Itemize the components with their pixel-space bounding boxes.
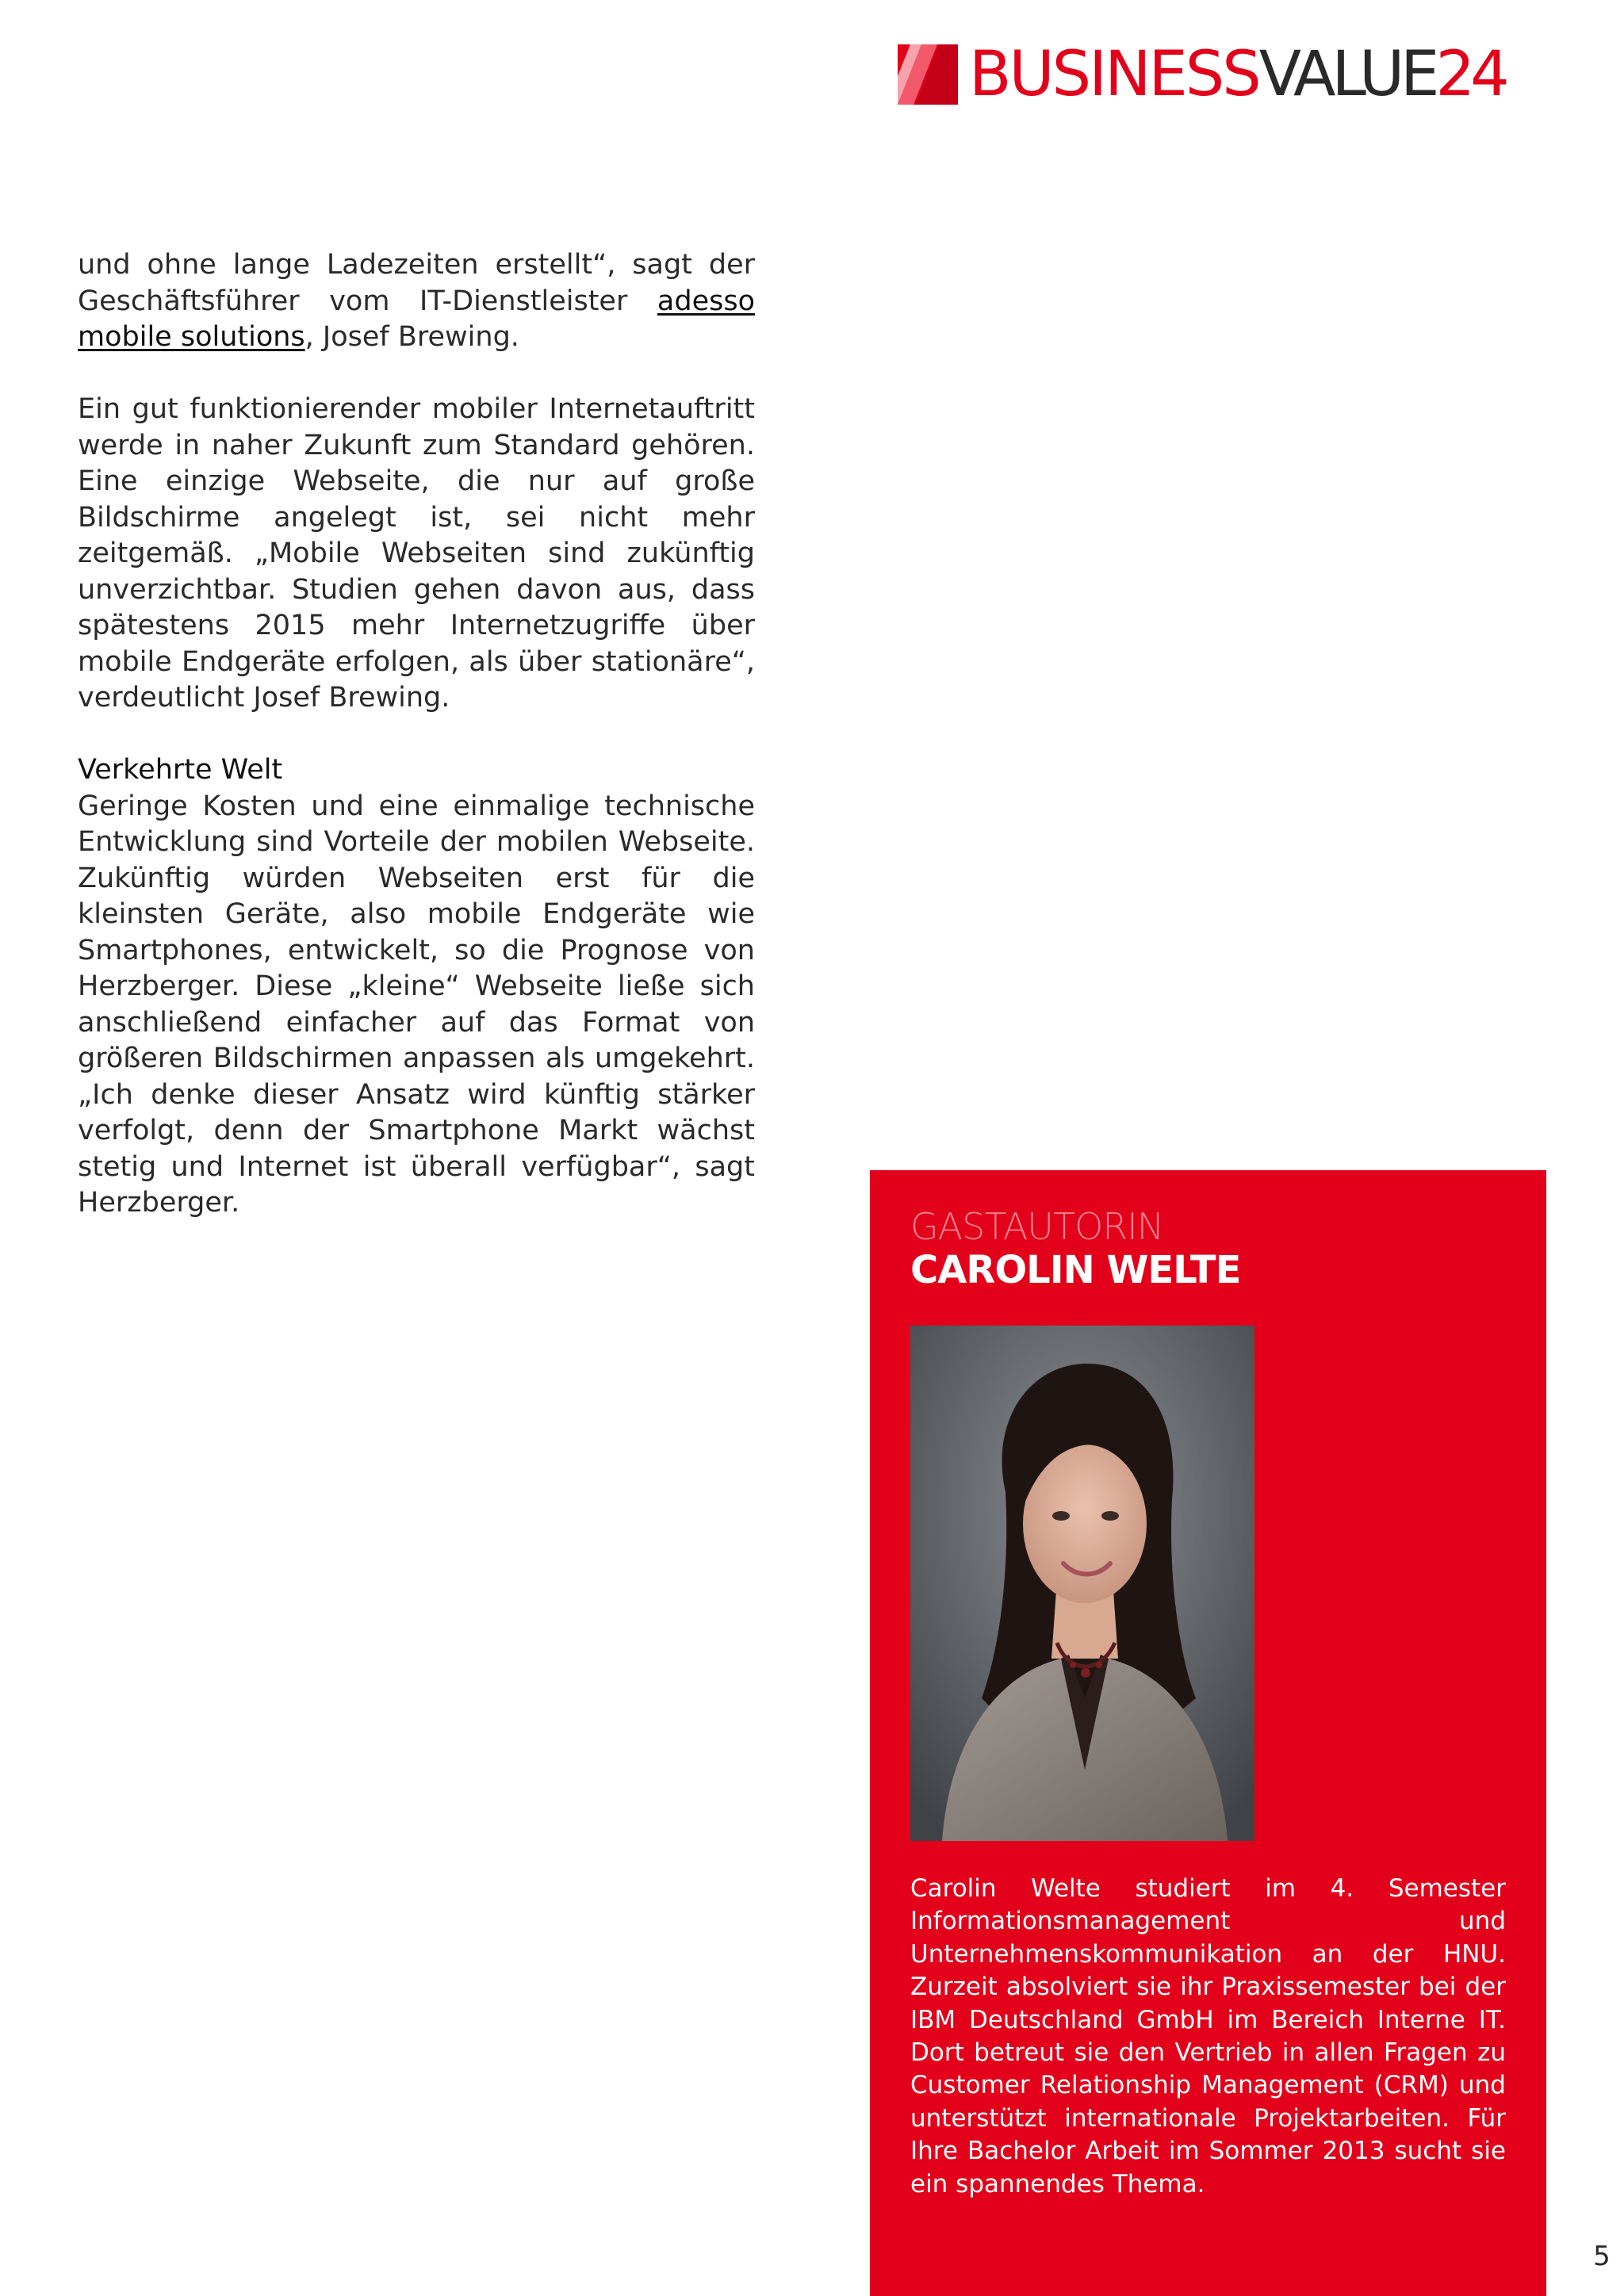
article-paragraph-3: Geringe Kosten und eine einmalige technische Entwicklung sind Vorteile der mobilen Webseite. Zukünftig würden Webseiten erst für die kleinsten Geräte, also mobile Endgeräte wie Smartphones, entwickelt, so die Prognose von Herzberger. Diese „kleine“ Webseite ließe sich anschließend einfacher auf das Format von größeren Bildschirmen anpassen als umgekehrt. „Ich denke dieser Ansatz wird künftig stärker verfolgt, denn der Smartphone Markt wächst stetig und Internet ist überall verfügbar“, sagt Herzberger. xyxy=(78,790,755,1219)
guest-author-box xyxy=(870,1170,1546,2296)
logo-word-business: BUSINESS xyxy=(969,39,1259,110)
adesso-mobile-solutions-link[interactable]: adesso mobile solutions xyxy=(78,285,755,353)
page-number: 5 xyxy=(1593,2241,1611,2272)
logo-wordmark xyxy=(969,39,1505,110)
logo-number: 24 xyxy=(1435,39,1505,110)
author-name: CAROLIN WELTE xyxy=(910,1248,1241,1292)
paragraph-1-text-start: und ohne lange Ladezeiten erstellt“, sagt der Geschäftsführer vom IT-Dienstleister xyxy=(78,249,755,317)
author-bio: Carolin Welte studiert im 4. Semester Informationsmanagement und Unternehmenskommunikation an der HNU. Zurzeit absolviert sie ihr Praxissemester bei der IBM Deutschland GmbH im Bereich Interne IT. Dort betreut sie den Vertrieb in allen Fragen zu Customer Relationship Management (CRM) und unterstützt internationale Projektarbeiten. Für Ihre Bachelor Arbeit im Sommer 2013 sucht sie ein spannendes Thema. xyxy=(910,1874,1506,2198)
author-portrait-photo xyxy=(910,1326,1254,1841)
brand-logo[interactable] xyxy=(898,39,1595,110)
article-paragraph-2: Ein gut funktionierender mobiler Internetauftritt werde in naher Zukunft zum Standard gehören. Eine einzige Webseite, die nur auf große Bildschirme angelegt ist, sei nicht mehr zeitgemäß. „Mobile Webseiten sind zukünftig unverzichtbar. Studien gehen davon aus, dass spätestens 2015 mehr Internetzugriffe über mobile Endgeräte erfolgen, als über stationäre“, verdeutlicht Josef Brewing. xyxy=(78,393,755,714)
article-column xyxy=(78,247,755,1222)
section-heading: Verkehrte Welt xyxy=(78,754,283,786)
author-kicker: GASTAUTORIN xyxy=(910,1205,1164,1248)
logo-mark-icon xyxy=(898,44,958,105)
paragraph-1-text-end: , Josef Brewing. xyxy=(304,321,519,353)
author-portrait-icon xyxy=(910,1326,1254,1841)
article-paragraph-1 xyxy=(78,247,755,356)
logo-word-value: VALUE xyxy=(1258,39,1436,110)
article-section xyxy=(78,752,755,1222)
